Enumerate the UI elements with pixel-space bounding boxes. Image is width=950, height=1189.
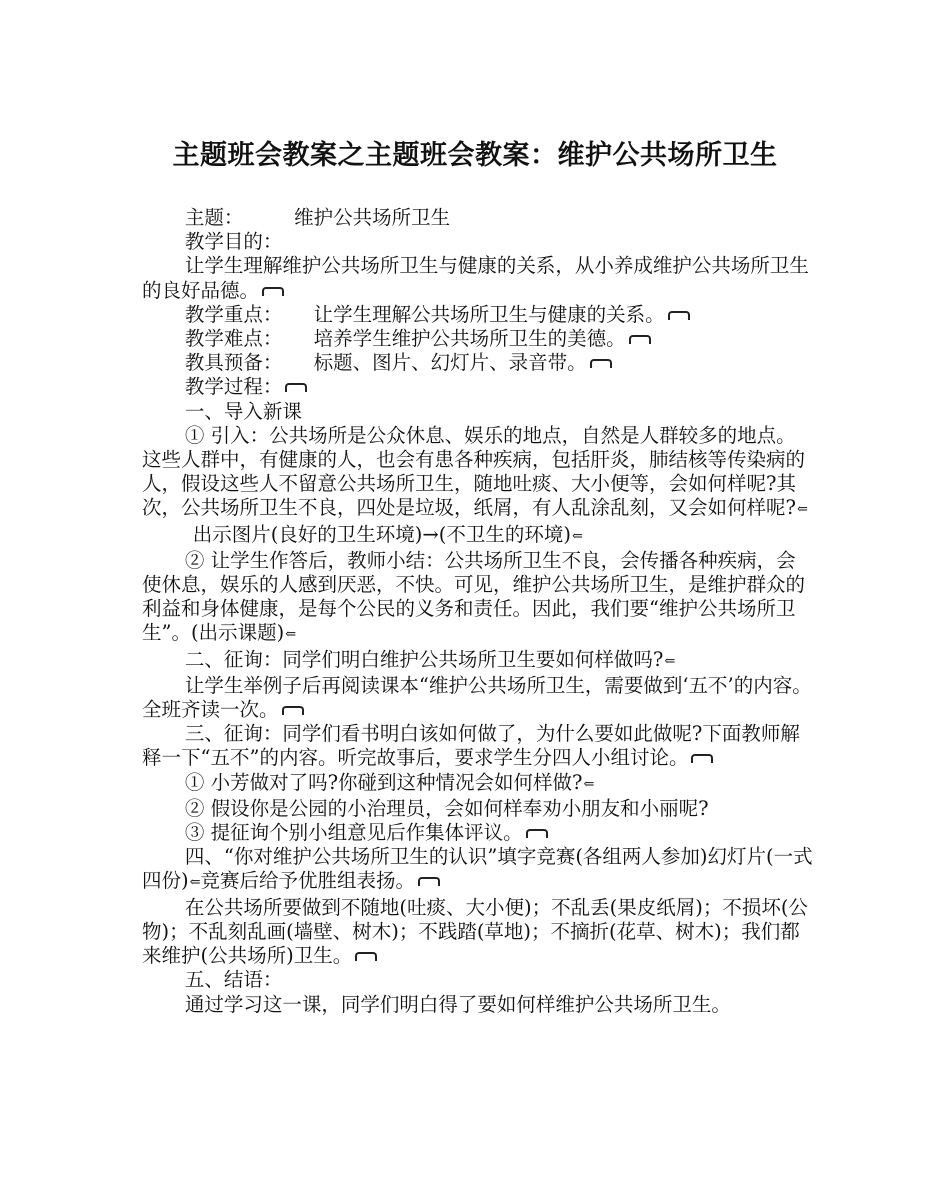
line-break-icon: ⇐ — [796, 502, 808, 518]
paragraph-mark-icon — [262, 287, 284, 296]
difficulty-line: 教学难点： 培养学生维护公共场所卫生的美德。 — [142, 327, 814, 351]
line-break-icon: ⇐ — [285, 627, 297, 643]
section-heading: 五、结语： — [184, 968, 283, 992]
topic-label: 主题： — [184, 206, 244, 229]
key-point-line: 教学重点： 让学生理解公共场所卫生与健康的关系。 — [142, 303, 814, 327]
paragraph: 让学生理解维护公共场所卫生与健康的关系，从小养成维护公共场所卫生的良好品德。 — [142, 254, 809, 302]
list-item: ① 小芳做对了吗?你碰到这种情况会如何样做?⇐ — [184, 770, 595, 794]
section-heading: 三、征询：同学们看书明白该如何做了，为什么要如此做呢?下面教师解释一下“五不”的内容。听完故事后，要求学生分四人小组讨论。 — [142, 722, 800, 770]
paragraph: 教学过程： — [142, 375, 814, 399]
paragraph: ② 让学生作答后，教师小结：公共场所卫生不良，会传播各种疾病，会使休息，娱乐的人感到厌恶，不快。可见，维护公共场所卫生，是维护群众的利益和身体健康，是每个公民的义务和责任。因此，我们要“维护公共场所卫生”。(出示课题)⇐ — [142, 548, 806, 645]
paragraph: ① 引入：公共场所是公众休息、娱乐的地点，自然是人群较多的地点。这些人群中，有健康的人，也会有患各种疾病，包括肝炎，肺结核等传染病的人，假设这些人不留意公共场所卫生，随地吐痰、大小便等，会如何样呢?其次，公共场所卫生不良，四处是垃圾，纸屑，有人乱涂乱刻，又会如何样呢?⇐出示图片(良好的卫生环境)→(不卫生的环境)⇐ — [142, 423, 808, 546]
topic-line — [142, 206, 814, 230]
paragraph-mark-icon — [629, 335, 651, 344]
line-break-icon: ⇐ — [571, 528, 583, 544]
line-break-icon: ⇐ — [583, 776, 595, 792]
paragraph: 让学生举例子后再阅读课本“维护公共场所卫生，需要做到‘五不’的内容。全班齐读一次。 — [142, 673, 812, 722]
paragraph-mark-icon — [668, 311, 690, 320]
document-body — [142, 206, 814, 1017]
line-break-icon: ⇐ — [189, 875, 201, 891]
paragraph: 通过学习这一课，同学们明白得了要如何样维护公共场所卫生。 — [184, 992, 731, 1016]
paragraph-mark-icon — [285, 383, 307, 392]
document-title: 主题班会教案之主题班会教案：维护公共场所卫生 — [172, 140, 778, 171]
line-break-icon: ⇐ — [664, 653, 676, 669]
list-item: ③ 提征询个别小组意见后作集体评议。 — [142, 821, 814, 845]
paragraph-mark-icon — [526, 829, 548, 838]
paragraph-mark-icon — [355, 952, 377, 961]
materials-line: 教具预备： 标题、图片、幻灯片、录音带。 — [142, 351, 814, 375]
topic-value: 维护公共场所卫生 — [294, 206, 451, 229]
paragraph-mark-icon — [282, 706, 304, 715]
paragraph: 教学目的： — [184, 230, 283, 254]
section-heading: 二、征询：同学们明白维护公共场所卫生要如何样做吗?⇐ — [184, 647, 676, 671]
section-heading: 四、“你对维护公共场所卫生的认识”填字竞赛(各组两人参加)幻灯片(一式四份)⇐竞赛后给予优胜组表扬。 — [142, 845, 813, 893]
section-heading: 一、导入新课 — [184, 399, 302, 423]
paragraph: 在公共场所要做到不随地(吐痰、大小便)；不乱丢(果皮纸屑)；不损坏(公物)；不乱刻乱画(墙壁、树木)；不践踏(草地)；不摘折(花草、树木)；我们都来维护(公共场所)卫生。 — [142, 895, 808, 968]
paragraph-mark-icon — [691, 754, 713, 763]
paragraph-mark-icon — [418, 877, 440, 886]
paragraph-mark-icon — [590, 359, 612, 368]
list-item: ② 假设你是公园的小治理员，会如何样奉劝小朋友和小丽呢? — [184, 796, 709, 820]
